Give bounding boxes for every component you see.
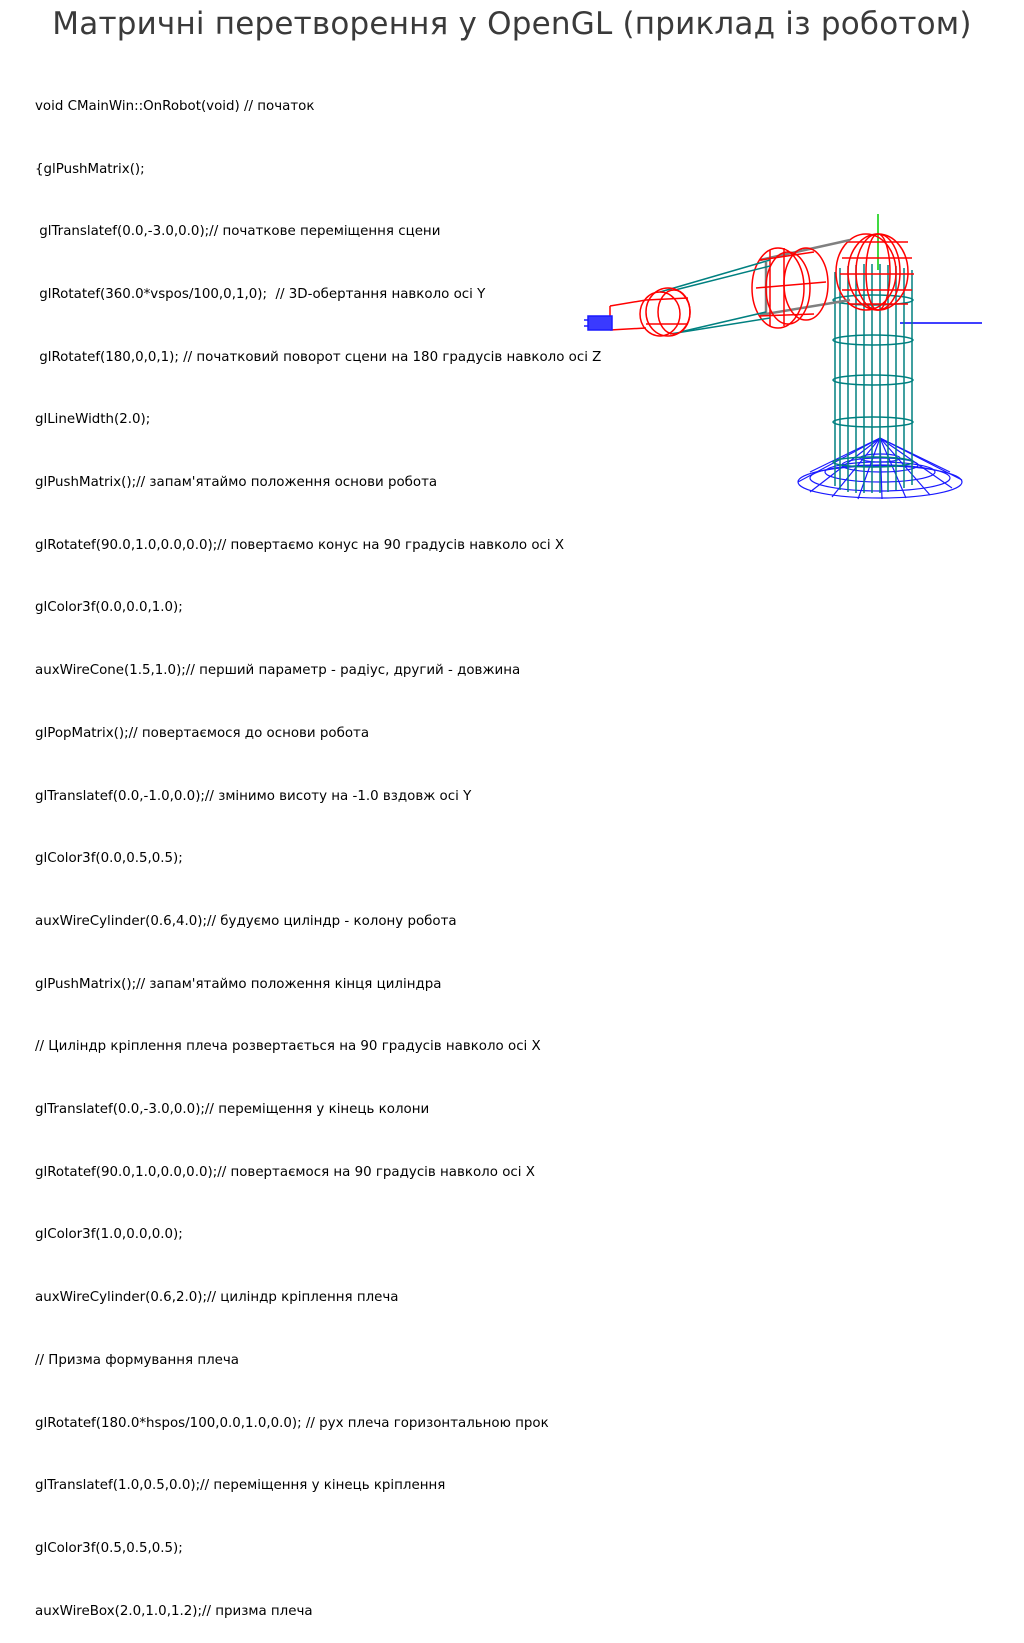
code-line: glRotatef(180,0,0,1); // початковий поворот сцени на 180 градусів навколо осі Z (35, 349, 602, 365)
code-line: glPopMatrix();// повертаємося до основи робота (35, 725, 370, 741)
code-line: glLineWidth(2.0); (35, 412, 151, 428)
code-line: glColor3f(0.0,0.5,0.5); (35, 851, 183, 867)
code-line: glTranslatef(0.0,-1.0,0.0);// змінимо висоту на -1.0 вздовж осі Y (35, 788, 472, 804)
code-line: glColor3f(1.0,0.0,0.0); (35, 1227, 183, 1243)
slide-title: Матричні перетворення у OpenGL (приклад із роботом) (52, 6, 972, 42)
code-line: glRotatef(360.0*vspos/100,0,1,0); // 3D-обертання навколо осі Y (35, 286, 486, 302)
code-line: // Циліндр кріплення плеча розвертається на 90 градусів навколо осі X (35, 1039, 541, 1055)
code-line: {glPushMatrix(); (35, 161, 145, 177)
code-line: glTranslatef(0.0,-3.0,0.0);// початкове переміщення сцени (35, 224, 441, 240)
forearm-cylinder (660, 260, 770, 334)
code-line: glPushMatrix();// запам'ятаймо положення основи робота (35, 475, 438, 491)
code-line: glPushMatrix();// запам'ятаймо положення кінця циліндра (35, 976, 442, 992)
code-line: glColor3f(0.5,0.5,0.5); (35, 1540, 183, 1556)
gripper-tip (584, 316, 612, 330)
code-line: glRotatef(180.0*hspos/100,0.0,1.0,0.0); // рух плеча горизонтальною прок (35, 1415, 549, 1431)
axis-lines (878, 214, 982, 323)
wrist-cylinder (610, 288, 690, 336)
code-line: glRotatef(90.0,1.0,0.0,0.0);// повертаємо конус на 90 градусів навколо осі X (35, 537, 565, 553)
code-line: glRotatef(90.0,1.0,0.0,0.0);// повертаємося на 90 градусів навколо осі X (35, 1164, 535, 1180)
code-line: auxWireBox(2.0,1.0,1.2);// призма плеча (35, 1603, 313, 1619)
code-line: auxWireCone(1.5,1.0);// перший параметр - радіус, другий - довжина (35, 663, 521, 679)
code-line: glColor3f(0.0,0.0,1.0); (35, 600, 183, 616)
code-line: glTranslatef(0.0,-3.0,0.0);// переміщення у кінець колони (35, 1102, 430, 1118)
code-line: glTranslatef(1.0,0.5,0.0);// переміщення у кінець кріплення (35, 1478, 446, 1494)
robot-wireframe-render (570, 200, 1000, 510)
code-line: auxWireCylinder(0.6,2.0);// циліндр кріплення плеча (35, 1290, 399, 1306)
code-line: // Призма формування плеча (35, 1352, 239, 1368)
code-line: auxWireCylinder(0.6,4.0);// будуємо циліндр - колону робота (35, 913, 457, 929)
code-listing (35, 55, 602, 1643)
elbow-cylinder (752, 248, 828, 328)
code-line: void CMainWin::OnRobot(void) // початок (35, 98, 315, 114)
